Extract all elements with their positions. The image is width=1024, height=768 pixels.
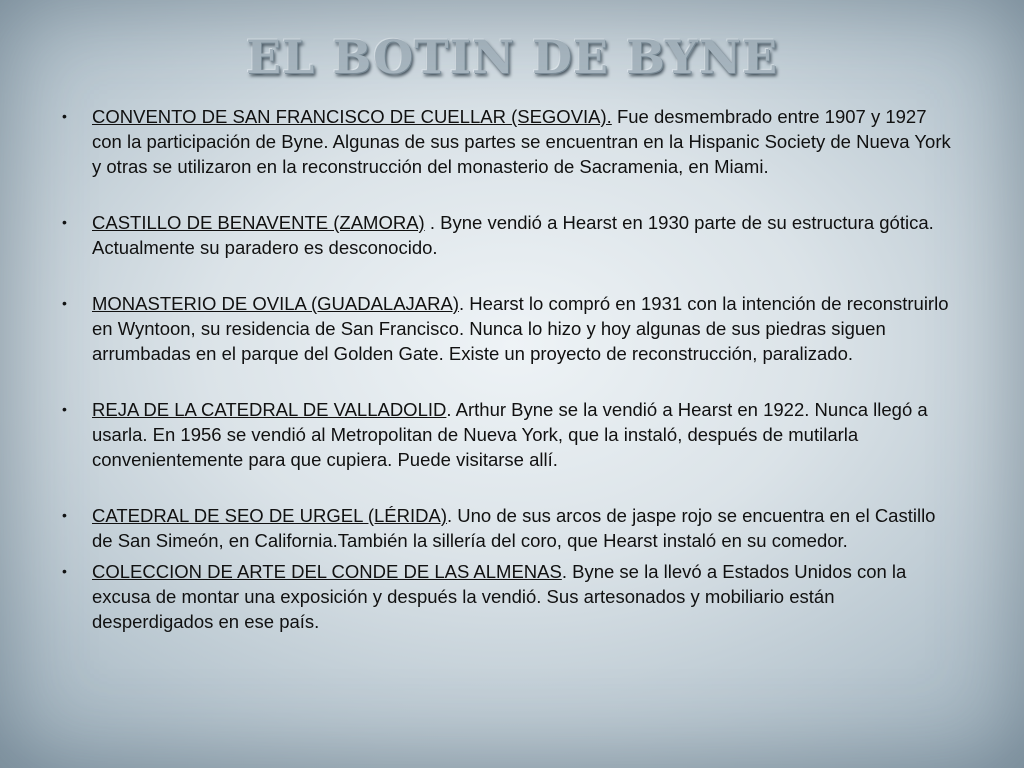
bullet-item: [62, 503, 952, 553]
bullet-dot-icon: •: [62, 214, 67, 230]
item-text: . Uno de sus arcos de jaspe rojo se encuentra en el Castillo de San Simeón, en California.También la sillería del coro, que Hearst instaló en su comedor.: [92, 505, 936, 551]
item-text: . Arthur Byne se la vendió a Hearst en 1922. Nunca llegó a usarla. En 1956 se vendió al Metropolitan de Nueva York, que la instaló, después de mutilarla convenientemente para que cupiera. Puede visitarse allí.: [92, 399, 928, 470]
item-text: Fue desmembrado entre 1907 y 1927 con la participación de Byne. Algunas de sus partes se encuentran en la Hispanic Society de Nueva York y otras se utilizaron en la reconstrucción del monasterio de Sacramenia, en Miami.: [92, 106, 951, 177]
bullet-list: [62, 104, 952, 634]
slide-title: EL BOTIN DE BYNE: [245, 30, 779, 84]
item-text: . Hearst lo compró en 1931 con la intención de reconstruirlo en Wyntoon, su residencia de San Francisco. Nunca lo hizo y hoy algunas de sus piedras siguen arrumbadas en el parque del Golden Gate. Existe un proyecto de reconstrucción, paralizado.: [92, 293, 949, 364]
item-heading: CASTILLO DE BENAVENTE (ZAMORA): [92, 212, 425, 233]
item-heading: CATEDRAL DE SEO DE URGEL (LÉRIDA): [92, 505, 447, 526]
item-heading: COLECCION DE ARTE DEL CONDE DE LAS ALMENAS: [92, 561, 562, 582]
bullet-item: [62, 559, 952, 634]
item-heading: REJA DE LA CATEDRAL DE VALLADOLID: [92, 399, 447, 420]
item-heading: CONVENTO DE SAN FRANCISCO DE CUELLAR (SEGOVIA).: [92, 106, 612, 127]
item-text: . Byne vendió a Hearst en 1930 parte de su estructura gótica. Actualmente su paradero es desconocido.: [92, 212, 934, 258]
bullet-dot-icon: •: [62, 563, 67, 579]
bullet-item: [62, 104, 952, 179]
item-text: . Byne se la llevó a Estados Unidos con la excusa de montar una exposición y después la vendió. Sus artesonados y mobiliario están desperdigados en ese país.: [92, 561, 907, 632]
bullet-dot-icon: •: [62, 507, 67, 523]
item-heading: MONASTERIO DE OVILA (GUADALAJARA): [92, 293, 459, 314]
bullet-item: [62, 291, 952, 366]
bullet-dot-icon: •: [62, 108, 67, 124]
bullet-item: [62, 210, 952, 260]
bullet-item: [62, 397, 952, 472]
bullet-dot-icon: •: [62, 295, 67, 311]
bullet-dot-icon: •: [62, 401, 67, 417]
